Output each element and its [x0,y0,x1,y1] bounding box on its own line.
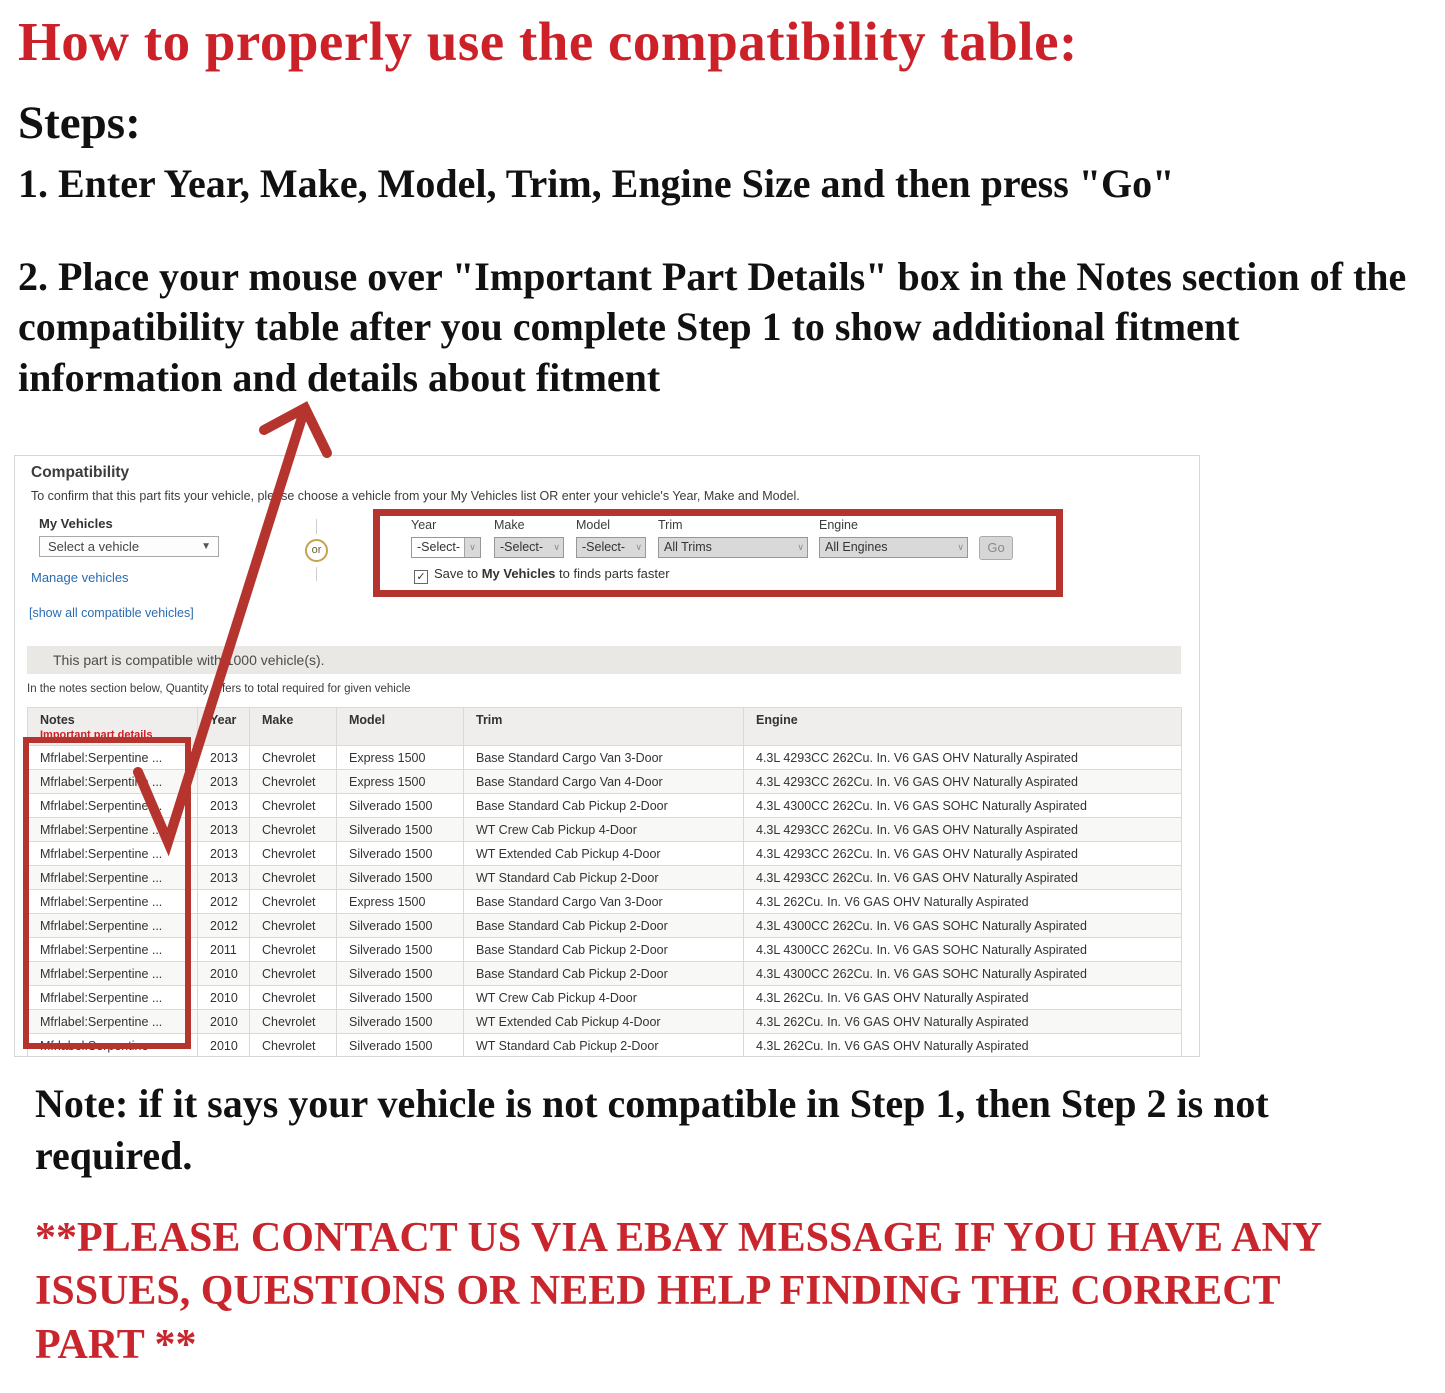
caret-down-icon: ▼ [201,541,211,552]
cell-notes[interactable]: Mfrlabel:Serpentine ... [28,842,198,866]
save-label-suffix: to finds parts faster [555,566,670,581]
cell-notes[interactable]: Mfrlabel:Serpentine ... [28,986,198,1010]
cell-engine: 4.3L 4293CC 262Cu. In. V6 GAS OHV Naturally Aspirated [744,818,1182,842]
col-header-engine: Engine [744,708,1182,746]
cell-year: 2010 [198,986,250,1010]
cell-year: 2012 [198,890,250,914]
model-select[interactable] [576,537,646,558]
table-row [28,842,1182,866]
trim-label: Trim [658,518,683,532]
chevron-down-icon: ∨ [797,542,804,552]
go-button[interactable]: Go [979,536,1013,560]
cell-trim: Base Standard Cab Pickup 2-Door [464,914,744,938]
step-1-text: 1. Enter Year, Make, Model, Trim, Engine Size and then press "Go" [18,161,1175,206]
cell-notes[interactable]: Mfrlabel:Serpentine ... [28,890,198,914]
cell-year: 2010 [198,1010,250,1034]
year-select[interactable] [411,537,481,558]
page-title: How to properly use the compatibility table: [18,11,1078,72]
cell-notes[interactable]: Mfrlabel:Serpentine ... [28,794,198,818]
or-divider-bottom [316,567,317,581]
cell-trim: WT Extended Cab Pickup 4-Door [464,842,744,866]
cell-engine: 4.3L 262Cu. In. V6 GAS OHV Naturally Aspirated [744,890,1182,914]
cell-engine: 4.3L 4293CC 262Cu. In. V6 GAS OHV Naturally Aspirated [744,770,1182,794]
cell-engine: 4.3L 4300CC 262Cu. In. V6 GAS SOHC Naturally Aspirated [744,938,1182,962]
compatibility-table [27,707,1182,1057]
cell-engine: 4.3L 262Cu. In. V6 GAS OHV Naturally Aspirated [744,986,1182,1010]
save-label-bold: My Vehicles [481,566,556,581]
cell-make: Chevrolet [250,770,337,794]
table-row [28,818,1182,842]
my-vehicles-label: My Vehicles [39,516,113,531]
compatibility-panel [14,455,1200,1057]
table-body [28,746,1182,1058]
cell-trim: Base Standard Cab Pickup 2-Door [464,962,744,986]
cell-make: Chevrolet [250,866,337,890]
cell-make: Chevrolet [250,1010,337,1034]
cell-model: Silverado 1500 [337,866,464,890]
contact-notice: **PLEASE CONTACT US VIA EBAY MESSAGE IF YOU HAVE ANY ISSUES, QUESTIONS OR NEED HELP FINDING THE CORRECT PART ** [35,1215,1321,1368]
cell-engine: 4.3L 4300CC 262Cu. In. V6 GAS SOHC Naturally Aspirated [744,794,1182,818]
cell-trim: WT Standard Cab Pickup 2-Door [464,1034,744,1058]
col-header-model: Model [337,708,464,746]
chevron-down-icon: ∨ [635,542,642,552]
cell-trim: WT Crew Cab Pickup 4-Door [464,986,744,1010]
cell-make: Chevrolet [250,1034,337,1058]
cell-year: 2013 [198,866,250,890]
manage-vehicles-link[interactable]: Manage vehicles [31,570,129,585]
cell-notes[interactable]: Mfrlabel:Serpentine ... [28,866,198,890]
cell-notes[interactable]: Mfrlabel:Serpentine [28,1034,198,1058]
cell-engine: 4.3L 4300CC 262Cu. In. V6 GAS SOHC Naturally Aspirated [744,914,1182,938]
engine-select[interactable] [819,537,968,558]
cell-year: 2013 [198,818,250,842]
cell-year: 2011 [198,938,250,962]
cell-engine: 4.3L 262Cu. In. V6 GAS OHV Naturally Aspirated [744,1010,1182,1034]
cell-engine: 4.3L 4293CC 262Cu. In. V6 GAS OHV Naturally Aspirated [744,746,1182,770]
table-header-row [28,708,1182,746]
cell-make: Chevrolet [250,746,337,770]
engine-label: Engine [819,518,858,532]
cell-model: Express 1500 [337,890,464,914]
cell-trim: Base Standard Cab Pickup 2-Door [464,794,744,818]
cell-trim: Base Standard Cargo Van 4-Door [464,770,744,794]
cell-engine: 4.3L 4293CC 262Cu. In. V6 GAS OHV Naturally Aspirated [744,842,1182,866]
cell-make: Chevrolet [250,914,337,938]
cell-model: Silverado 1500 [337,986,464,1010]
cell-make: Chevrolet [250,842,337,866]
vehicle-select[interactable] [39,536,219,557]
table-row [28,770,1182,794]
chevron-down-icon: ∨ [553,542,560,552]
cell-year: 2010 [198,962,250,986]
cell-year: 2013 [198,842,250,866]
cell-model: Silverado 1500 [337,1010,464,1034]
show-all-compatible-vehicles-link[interactable]: [show all compatible vehicles] [29,606,194,620]
cell-engine: 4.3L 4300CC 262Cu. In. V6 GAS SOHC Naturally Aspirated [744,962,1182,986]
cell-make: Chevrolet [250,938,337,962]
table-row [28,962,1182,986]
cell-year: 2013 [198,746,250,770]
table-row [28,938,1182,962]
cell-notes[interactable]: Mfrlabel:Serpentine ... [28,746,198,770]
steps-heading: Steps: [18,97,141,149]
cell-notes[interactable]: Mfrlabel:Serpentine ... [28,914,198,938]
notes-hint: In the notes section below, Quantity refers to total required for given vehicle [27,683,411,695]
save-checkbox[interactable]: ✓ [414,570,428,584]
cell-notes[interactable]: Mfrlabel:Serpentine ... [28,818,198,842]
col-header-make: Make [250,708,337,746]
cell-engine: 4.3L 4293CC 262Cu. In. V6 GAS OHV Naturally Aspirated [744,866,1182,890]
or-badge: or [305,539,328,562]
cell-trim: WT Standard Cab Pickup 2-Door [464,866,744,890]
engine-select-value: All Engines [825,540,888,554]
model-select-value: -Select- [582,540,626,554]
compatibility-description: To confirm that this part fits your vehicle, please choose a vehicle from your My Vehicles list OR enter your vehicle's Year, Make and Model. [31,489,800,503]
save-label-prefix: Save to [434,566,482,581]
or-divider-top [316,519,317,534]
year-label: Year [411,518,437,532]
cell-make: Chevrolet [250,890,337,914]
table-row [28,794,1182,818]
make-select-value: -Select- [500,540,544,554]
cell-notes[interactable]: Mfrlabel:Serpentine ... [28,1010,198,1034]
cell-trim: Base Standard Cargo Van 3-Door [464,890,744,914]
cell-model: Silverado 1500 [337,842,464,866]
cell-trim: Base Standard Cargo Van 3-Door [464,746,744,770]
cell-model: Silverado 1500 [337,938,464,962]
cell-model: Silverado 1500 [337,1034,464,1058]
cell-notes[interactable]: Mfrlabel:Serpentine ... [28,938,198,962]
cell-year: 2010 [198,1034,250,1058]
cell-year: 2013 [198,794,250,818]
trim-select-value: All Trims [664,540,712,554]
save-to-my-vehicles-row [414,566,670,584]
col-header-year: Year [198,708,250,746]
model-label: Model [576,518,611,532]
cell-notes[interactable]: Mfrlabel:Serpentine ... [28,770,198,794]
cell-trim: WT Crew Cab Pickup 4-Door [464,818,744,842]
cell-model: Silverado 1500 [337,914,464,938]
cell-trim: WT Extended Cab Pickup 4-Door [464,1010,744,1034]
col-header-notes: Notes Important part details [28,708,198,746]
cell-make: Chevrolet [250,794,337,818]
chevron-down-icon: ∨ [957,542,964,552]
chevron-down-icon: ∨ [464,538,480,557]
vehicle-select-value: Select a vehicle [48,539,140,554]
year-select-value: -Select- [417,540,461,554]
note-text: Note: if it says your vehicle is not compatible in Step 1, then Step 2 is not required. [35,1081,1269,1178]
cell-year: 2012 [198,914,250,938]
cell-make: Chevrolet [250,962,337,986]
table-row [28,866,1182,890]
step-2-text: 2. Place your mouse over "Important Part Details" box in the Notes section of the compatibility table after you complete Step 1 to show additional fitment information and details about fitment [18,254,1407,400]
cell-model: Silverado 1500 [337,794,464,818]
table-row [28,914,1182,938]
cell-model: Express 1500 [337,770,464,794]
cell-make: Chevrolet [250,818,337,842]
cell-engine: 4.3L 262Cu. In. V6 GAS OHV Naturally Aspirated [744,1034,1182,1058]
cell-model: Silverado 1500 [337,818,464,842]
compatibility-title: Compatibility [31,464,130,481]
cell-year: 2013 [198,770,250,794]
cell-notes[interactable]: Mfrlabel:Serpentine ... [28,962,198,986]
table-row [28,986,1182,1010]
compatible-count-banner: This part is compatible with 1000 vehicle(s). [27,646,1181,674]
table-row [28,746,1182,770]
cell-trim: Base Standard Cab Pickup 2-Door [464,938,744,962]
cell-make: Chevrolet [250,986,337,1010]
make-select[interactable] [494,537,564,558]
cell-model: Silverado 1500 [337,962,464,986]
table-row [28,1010,1182,1034]
table-row [28,890,1182,914]
table-row [28,1034,1182,1058]
cell-model: Express 1500 [337,746,464,770]
important-part-details-label[interactable]: Important part details [40,729,153,741]
trim-select[interactable] [658,537,808,558]
col-header-trim: Trim [464,708,744,746]
make-label: Make [494,518,525,532]
